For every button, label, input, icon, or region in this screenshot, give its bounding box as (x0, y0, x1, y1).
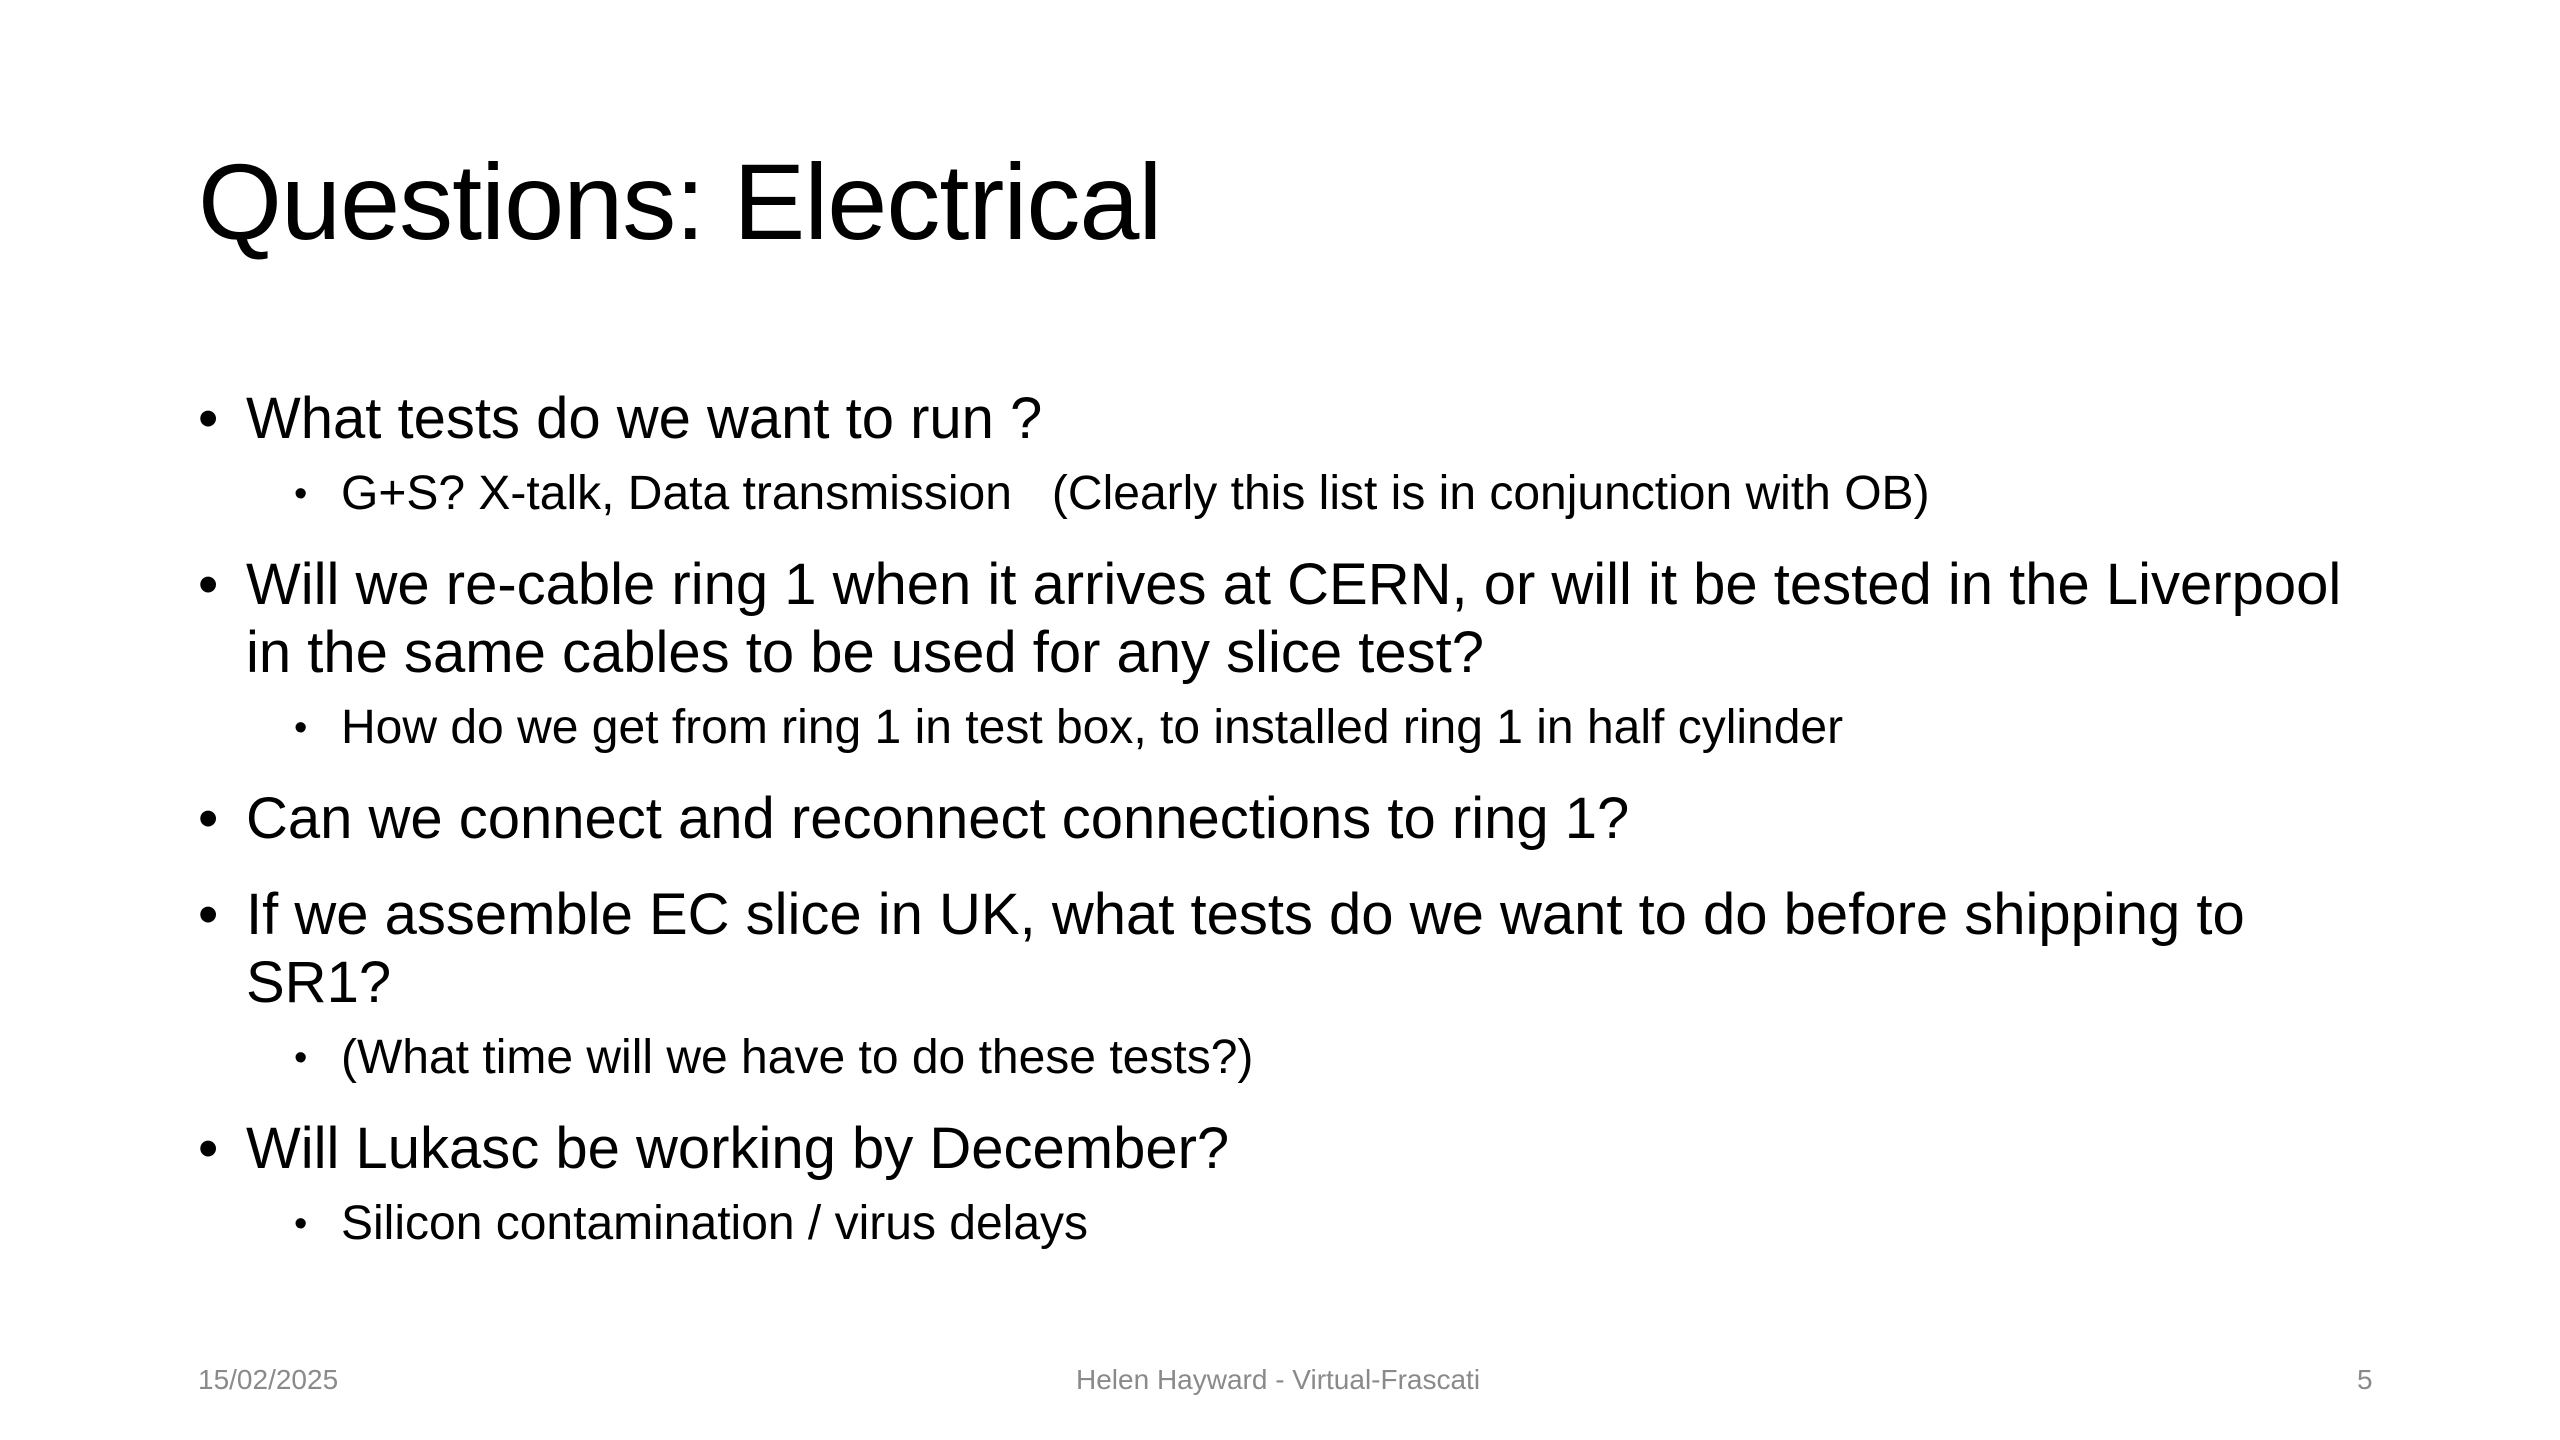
bullet-item (198, 881, 2398, 1017)
bullet-icon: • (198, 786, 219, 851)
bullet-icon: • (294, 707, 308, 749)
bullet-icon: • (294, 1203, 308, 1245)
bullet-icon: • (294, 1037, 308, 1079)
bullet-text: (What time will we have to do these tests?) (341, 1031, 1254, 1084)
bullet-text: Will we re-cable ring 1 when it arrives at CERN, or will it be tested in the Liverpool in the same cables to be used for any slice test? (246, 552, 2342, 685)
sub-bullet-item (198, 1195, 2398, 1253)
bullet-text: What tests do we want to run ? (246, 386, 1043, 451)
bullet-item (198, 551, 2398, 687)
bullet-icon: • (198, 882, 219, 947)
bullet-icon: • (198, 552, 219, 617)
bullet-text: G+S? X-talk, Data transmission (Clearly this list is in conjunction with OB) (341, 467, 1930, 520)
slide-title: Questions: Electrical (198, 141, 1162, 262)
sub-bullet-item (198, 699, 2398, 757)
bullet-item (198, 1115, 2398, 1183)
bullet-text: Can we connect and reconnect connections to ring 1? (246, 786, 1630, 851)
sub-bullet-item (198, 1029, 2398, 1087)
bullet-item (198, 785, 2398, 853)
bullet-icon: • (198, 1116, 219, 1181)
footer-presenter: Helen Hayward - Virtual-Frascati (1076, 1364, 1481, 1395)
bullet-text: Will Lukasc be working by December? (246, 1116, 1230, 1181)
bullet-list (198, 385, 2398, 1253)
footer-date: 15/02/2025 (198, 1364, 339, 1395)
bullet-text: How do we get from ring 1 in test box, to installed ring 1 in half cylinder (341, 701, 1844, 754)
bullet-text: Silicon contamination / virus delays (341, 1197, 1089, 1250)
bullet-icon: • (198, 386, 219, 451)
bullet-text: If we assemble EC slice in UK, what tests do we want to do before shipping to SR1? (246, 882, 2245, 1015)
sub-bullet-item (198, 465, 2398, 523)
bullet-icon: • (294, 473, 308, 515)
slide-number: 5 (2357, 1364, 2373, 1395)
bullet-item (198, 385, 2398, 453)
